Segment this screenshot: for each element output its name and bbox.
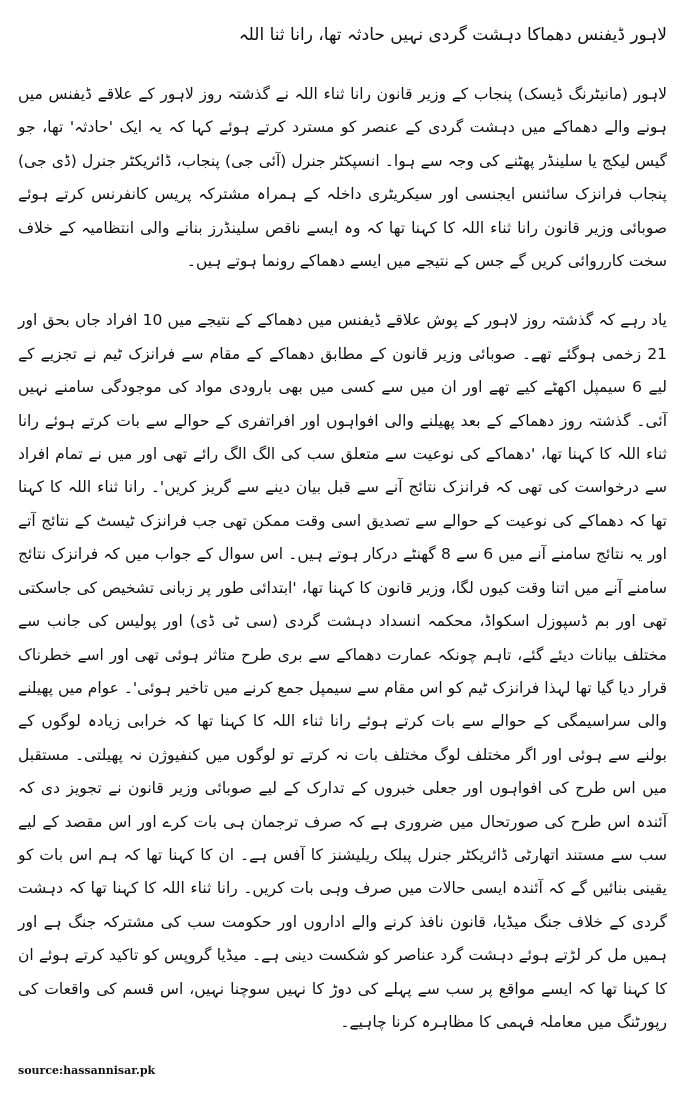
article-headline: لاہور ڈیفنس دھماکا دہشت گردی نہیں حادثہ تھا، رانا ثنا اللہ xyxy=(238,25,667,45)
article-paragraph-2: یاد رہے کہ گذشتہ روز لاہور کے پوش علاقے ڈیفنس میں دھماکے کے نتیجے میں 10 افراد جاں بحق اور 21 زخمی ہوگئے تھے۔ صوبائی وزیر قانون کے مطابق دھماکے کے مقام سے فرانزک ٹیم نے تجزیے کے لیے 6 سیمپل اکھٹے کیے تھے اور ان میں سے کسی میں بھی بارودی مواد کی موجودگی سامنے نہیں آئی۔ گذشتہ روز دھماکے کے بعد پھیلنے والی افواہوں اور افراتفری کے حوالے سے بات کرتے ہوئے رانا ثناء اللہ کا کہنا تھا، 'دھماکے کی نوعیت سے متعلق سب کی الگ الگ رائے تھی اور میں نے تمام افراد سے درخواست کی تھی کہ فرانزک نتائج آنے سے قبل بیان دینے سے گریز کریں'۔ رانا ثناء اللہ کا کہنا تھا کہ دھماکے کی نوعیت کے حوالے سے تصدیق اسی وقت ممکن تھی جب فرانزک ٹیسٹ کے نتائج آتے اور یہ نتائج سامنے آنے میں 6 سے 8 گھنٹے درکار ہوتے ہیں۔ اس سوال کے جواب میں کہ فرانزک نتائج سامنے آنے میں اتنا وقت کیوں لگا، وزیر قانون کا کہنا تھا، 'ابتدائی طور پر زبانی تشخیص کی جاسکتی تھی اور بم ڈسپوزل اسکواڈ، محکمہ انسداد دہشت گردی (سی ٹی ڈی) اور پولیس کی جانب سے مختلف بیانات دیئے گئے، تاہم چونکہ عمارت دھماکے سے بری طرح متاثر ہوئی تھی اور اسے خطرناک قرار دیا گیا تھا لہذا فرانزک ٹیم کو اس مقام سے سیمپل جمع کرنے میں تاخیر ہوئی'۔ عوام میں پھیلنے والی سراسیمگی کے حوالے سے بات کرتے ہوئے رانا ثناء اللہ کا کہنا تھا کہ خرابی زیادہ لوگوں کے بولنے سے ہوئی اور اگر مختلف لوگ مختلف بات نہ کرتے تو لوگوں میں کنفیوژن نہ پھیلتی۔ مستقبل میں اس طرح کی افواہوں اور جعلی خبروں کے تدارک کے لیے صوبائی وزیر قانون نے تجویز دی کہ آئندہ اس طرح کی صورتحال میں ضروری ہے کہ صرف ترجمان ہی بات کرے اور اس مقصد کے لیے سب سے مستند اتھارٹی ڈائریکٹر جنرل پبلک ریلیشنز کا آفس ہے۔ ان کا کہنا تھا کہ ہم اس بات کو یقینی بنائیں گے کہ آئندہ ایسی حالات میں صرف وہی بات کریں۔ رانا ثناء اللہ کا کہنا تھا کہ دہشت گردی کے خلاف جنگ میڈیا، قانون نافذ کرنے والے اداروں اور حکومت سب کی مشترکہ جنگ ہے اور ہمیں مل کر لڑتے ہوئے دہشت گرد عناصر کو شکست دینی ہے۔ میڈیا گروپس کو تاکید کرتے ہوئے ان کا کہنا تھا کہ ایسے مواقع پر سب سے پہلے کی دوڑ کا نہیں سوچنا نہیں، اس قسم کی واقعات کی رپورٹنگ میں معاملہ فہمی کا مظاہرہ کرنا چاہیے۔ xyxy=(18,311,667,1031)
article-page xyxy=(18,14,667,1083)
article-paragraph-1: لاہور (مانیٹرنگ ڈیسک) پنجاب کے وزیر قانون رانا ثناء اللہ نے گذشتہ روز لاہور کے علاقے ڈیفنس میں ہونے والے دھماکے میں دہشت گردی کے عنصر کو مسترد کرتے ہوئے کہا کہ یہ ایک 'حادثہ' تھا، جو گیس لیکج یا سلینڈر پھٹنے کی وجہ سے ہوا۔ انسپکٹر جنرل (آئی جی) پنجاب، ڈائریکٹر جنرل (ڈی جی) پنجاب فرانزک سائنس ایجنسی اور سیکریٹری داخلہ کے ہمراہ مشترکہ پریس کانفرنس کرتے ہوئے صوبائی وزیر قانون رانا ثناء اللہ کا کہنا تھا کہ وہ ایسے ناقص سلینڈرز بنانے والی انتظامیہ کے خلاف سخت کارروائی کریں گے جس کے نتیجے میں ایسے دھماکے رونما ہوتے ہیں۔ xyxy=(18,85,667,271)
source-credit: source:hassannisar.pk xyxy=(18,1064,156,1077)
